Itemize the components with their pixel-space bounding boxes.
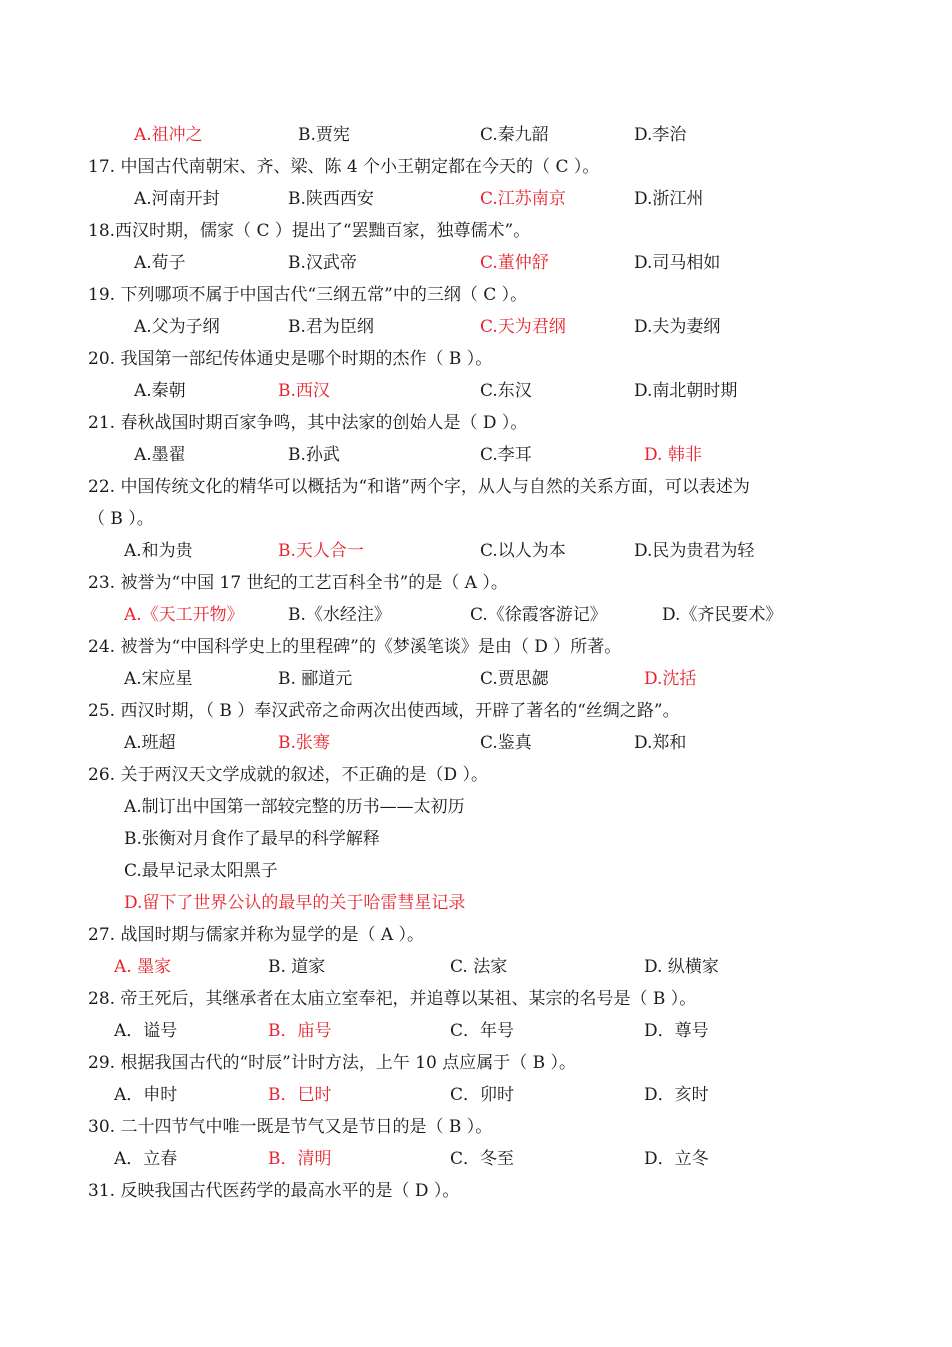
q26-option-c: C.最早记录太阳黑子	[124, 861, 278, 881]
q24-option-b: B. 郦道元	[278, 669, 353, 689]
q29-stem: 29. 根据我国古代的“时辰”计时方法，上午 10 点应属于（ B ）。	[88, 1053, 577, 1073]
q26-option-d: D.留下了世界公认的最早的关于哈雷彗星记录	[124, 893, 466, 913]
q17-stem: 17. 中国古代南朝宋、齐、梁、陈 4 个小王朝定都在今天的（ C ）。	[88, 157, 600, 177]
q29-option-d: D．亥时	[644, 1085, 709, 1105]
q28-option-a: A．谥号	[114, 1021, 178, 1041]
q26-option-a: A.制订出中国第一部较完整的历书——太初历	[124, 797, 465, 817]
q23-option-d: D.《齐民要术》	[662, 605, 783, 625]
q23-option-b: B.《水经注》	[288, 605, 391, 625]
q17-option-b: B.陕西西安	[288, 189, 374, 209]
q19-option-d: D.夫为妻纲	[634, 317, 721, 337]
q22-option-d: D.民为贵君为轻	[634, 541, 755, 561]
q22-option-b: B.天人合一	[278, 541, 364, 561]
q30-option-a: A．立春	[114, 1149, 178, 1169]
q19-option-c: C.天为君纲	[480, 317, 566, 337]
q20-option-d: D.南北朝时期	[634, 381, 738, 401]
q22-option-c: C.以人为本	[480, 541, 566, 561]
q20-stem: 20. 我国第一部纪传体通史是哪个时期的杰作（ B ）。	[88, 349, 493, 369]
q30-option-b: B．清明	[268, 1149, 332, 1169]
q16-option-d: D.李治	[634, 125, 687, 145]
q28-option-c: C．年号	[450, 1021, 515, 1041]
q23-option-a: A.《天工开物》	[124, 605, 244, 625]
q18-option-b: B.汉武帝	[288, 253, 357, 273]
q16-option-c: C.秦九韶	[480, 125, 549, 145]
q19-stem: 19. 下列哪项不属于中国古代“三纲五常”中的三纲（ C ）。	[88, 285, 528, 305]
q27-option-b: B. 道家	[268, 957, 326, 977]
q20-option-b: B.西汉	[278, 381, 330, 401]
q21-stem: 21. 春秋战国时期百家争鸣，其中法家的创始人是（ D ）。	[88, 413, 528, 433]
q27-stem: 27. 战国时期与儒家并称为显学的是（ A ）。	[88, 925, 425, 945]
q23-stem: 23. 被誉为“中国 17 世纪的工艺百科全书”的是（ A ）。	[88, 573, 508, 593]
q25-stem: 25. 西汉时期，（ B ）奉汉武帝之命两次出使西域，开辟了著名的“丝绸之路”。	[88, 701, 680, 721]
q22-stem-line2: （ B ）。	[88, 509, 154, 529]
q24-option-c: C.贾思勰	[480, 669, 549, 689]
q29-option-b: B．巳时	[268, 1085, 332, 1105]
q19-option-a: A.父为子纲	[134, 317, 220, 337]
q21-option-d: D. 韩非	[644, 445, 702, 465]
q31-stem: 31. 反映我国古代医药学的最高水平的是（ D ）。	[88, 1181, 460, 1201]
q29-option-c: C．卯时	[450, 1085, 515, 1105]
q26-option-b: B.张衡对月食作了最早的科学解释	[124, 829, 380, 849]
q27-option-c: C. 法家	[450, 957, 508, 977]
q17-option-d: D.浙江州	[634, 189, 704, 209]
q27-option-d: D. 纵横家	[644, 957, 719, 977]
q23-option-c: C.《徐霞客游记》	[470, 605, 607, 625]
q20-option-c: C.东汉	[480, 381, 532, 401]
q18-option-a: A.荀子	[134, 253, 186, 273]
q20-option-a: A.秦朝	[134, 381, 186, 401]
q26-stem: 26. 关于两汉天文学成就的叙述，不正确的是（D ）。	[88, 765, 488, 785]
q22-option-a: A.和为贵	[124, 541, 193, 561]
q19-option-b: B.君为臣纲	[288, 317, 374, 337]
q30-stem: 30. 二十四节气中唯一既是节气又是节日的是（ B ）。	[88, 1117, 493, 1137]
q24-option-a: A.宋应星	[124, 669, 193, 689]
q17-option-a: A.河南开封	[134, 189, 220, 209]
q16-option-a: A.祖冲之	[134, 125, 203, 145]
q29-option-a: A．申时	[114, 1085, 178, 1105]
q18-option-d: D.司马相如	[634, 253, 721, 273]
q28-option-d: D．尊号	[644, 1021, 709, 1041]
q25-option-d: D.郑和	[634, 733, 687, 753]
q25-option-b: B.张骞	[278, 733, 330, 753]
q24-stem: 24. 被誉为“中国科学史上的里程碑”的《梦溪笔谈》是由（ D ）所著。	[88, 637, 622, 657]
q28-stem: 28. 帝王死后，其继承者在太庙立室奉祀，并追尊以某祖、某宗的名号是（ B ）。	[88, 989, 697, 1009]
q18-stem: 18.西汉时期，儒家（ C ）提出了“罢黜百家，独尊儒术”。	[88, 221, 531, 241]
q25-option-a: A.班超	[124, 733, 176, 753]
q27-option-a: A. 墨家	[114, 957, 172, 977]
q30-option-c: C．冬至	[450, 1149, 515, 1169]
q21-option-c: C.李耳	[480, 445, 532, 465]
q21-option-a: A.墨翟	[134, 445, 186, 465]
q21-option-b: B.孙武	[288, 445, 340, 465]
q18-option-c: C.董仲舒	[480, 253, 549, 273]
q25-option-c: C.鉴真	[480, 733, 532, 753]
q22-stem-line1: 22. 中国传统文化的精华可以概括为“和谐”两个字，从人与自然的关系方面，可以表述为	[88, 477, 750, 497]
q28-option-b: B．庙号	[268, 1021, 332, 1041]
q16-option-b: B.贾宪	[298, 125, 350, 145]
q30-option-d: D．立冬	[644, 1149, 709, 1169]
q17-option-c: C.江苏南京	[480, 189, 566, 209]
q24-option-d: D.沈括	[644, 669, 697, 689]
